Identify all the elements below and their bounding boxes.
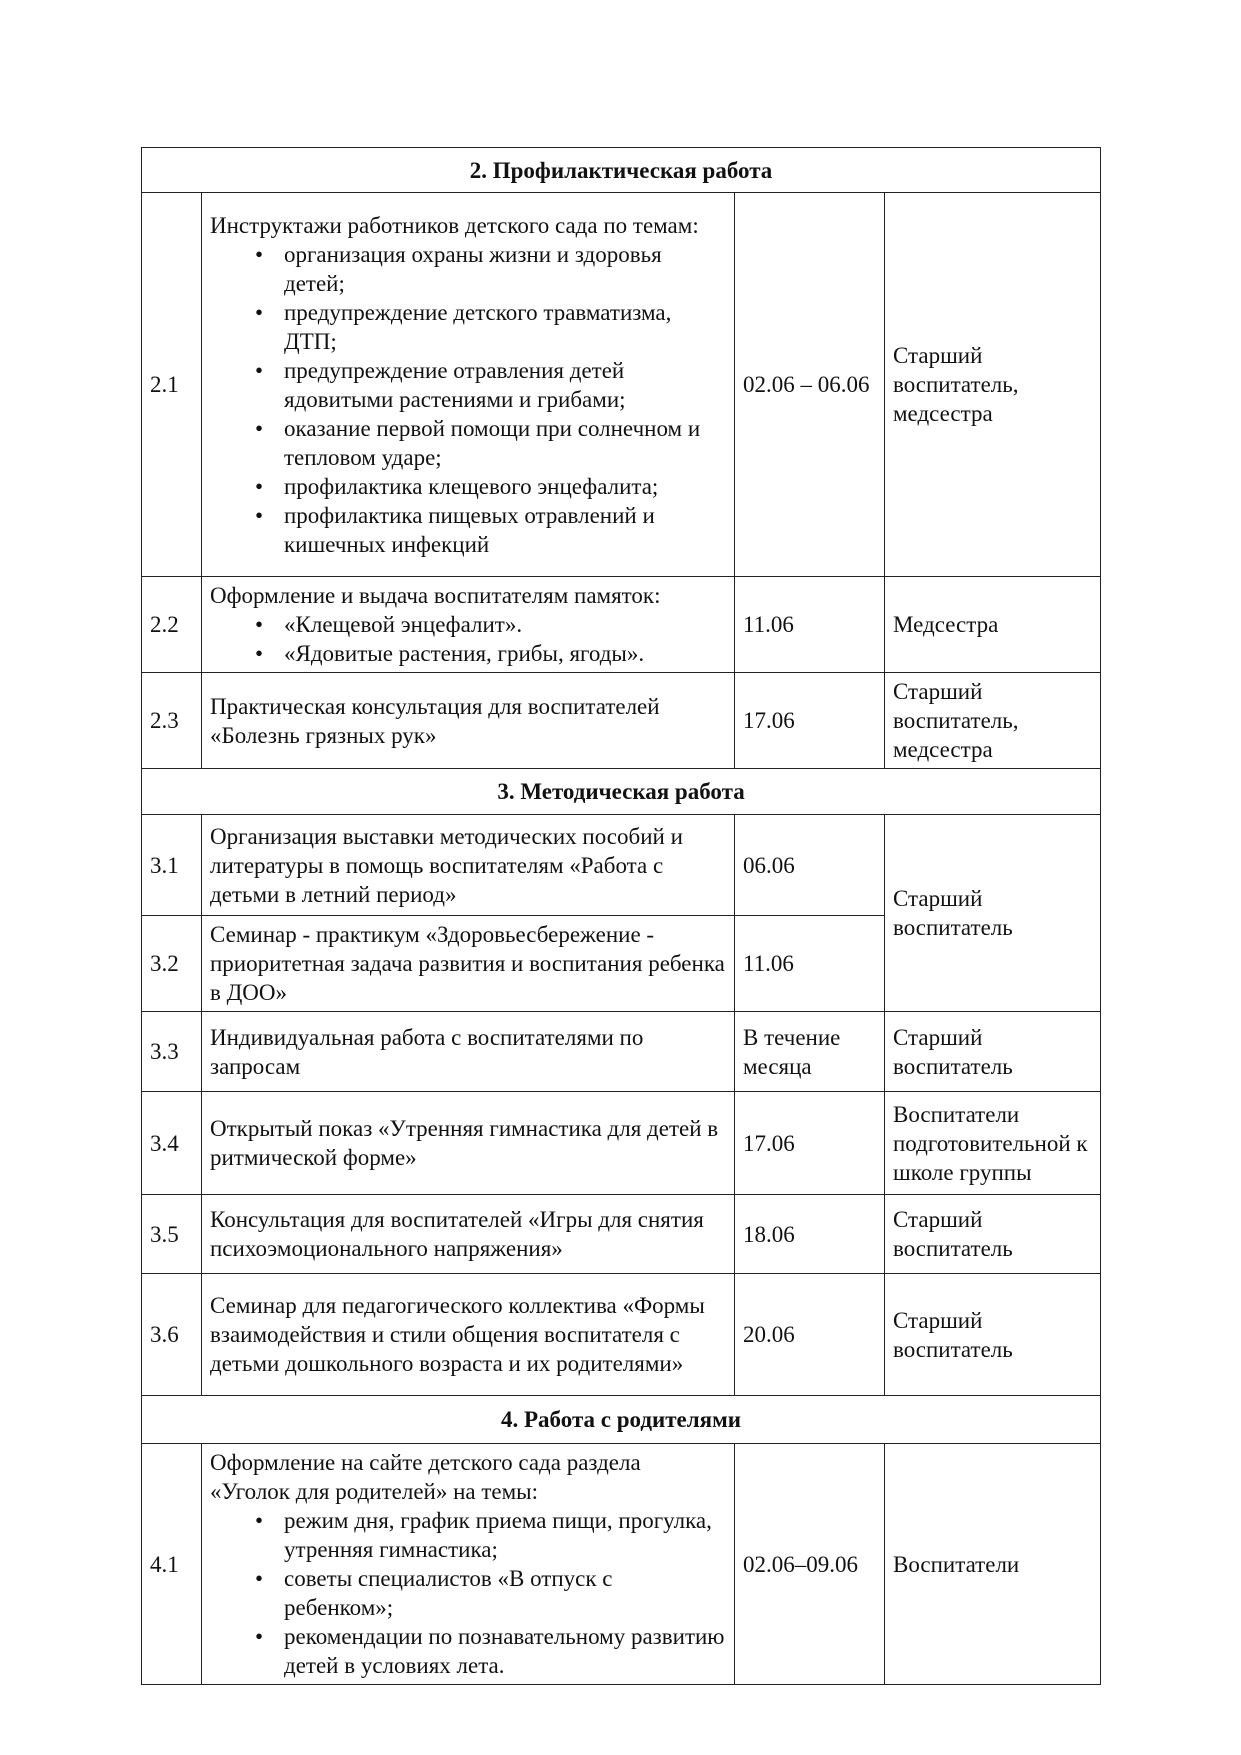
responsible-cell: Старший воспитатель [885,815,1101,1012]
list-item [251,472,726,501]
responsible-cell: Воспитатели подготовительной к школе группы [885,1092,1101,1195]
section-header-row [142,769,1101,815]
date-cell: 20.06 [735,1274,885,1396]
section-header-row [142,148,1101,193]
activity-intro: Оформление на сайте детского сада раздела «Уголок для родителей» на темы: [210,1450,641,1504]
list-item-text: оказание первой помощи при солнечном и тепловом ударе; [284,415,701,470]
date-cell: 02.06 – 06.06 [735,193,885,577]
bullet-list [210,610,726,668]
activity-cell: Открытый показ «Утренняя гимнастика для детей в ритмической форме» [202,1092,735,1195]
activity-cell: Семинар для педагогического коллектива «Формы взаимодействия и стили общения воспитателя с детьми дошкольного возраста и их родителями» [202,1274,735,1396]
list-item [251,240,726,298]
list-item-text: организация охраны жизни и здоровья детей; [284,241,662,296]
row-number: 3.5 [142,1195,202,1274]
list-item [251,501,726,559]
activity-cell: Практическая консультация для воспитателей «Болезнь грязных рук» [202,673,735,769]
responsible-cell: Старший воспитатель [885,1195,1101,1274]
row-number: 2.3 [142,673,202,769]
responsible-cell: Воспитатели [885,1444,1101,1685]
list-item-text: «Ядовитые растения, грибы, ягоды». [284,641,645,666]
table-row [142,673,1101,769]
list-item [251,1506,726,1564]
date-cell: 11.06 [735,916,885,1012]
bullet-icon: • [255,241,264,267]
table-row [142,815,1101,916]
list-item-text: рекомендации по познавательному развитию детей в условиях лета. [284,1624,725,1678]
bullet-icon: • [255,1566,264,1591]
section-title: 4. Работа с родителями [142,1396,1101,1444]
date-cell: 17.06 [735,673,885,769]
responsible-cell: Медсестра [885,577,1101,673]
table-row [142,1444,1101,1685]
date-cell: 18.06 [735,1195,885,1274]
table-row [142,1274,1101,1396]
list-item-text: профилактика пищевых отравлений и кишечных инфекций [284,502,655,557]
list-item [251,1622,726,1680]
row-number: 3.1 [142,815,202,916]
activity-cell [202,193,735,577]
list-item [251,414,726,472]
table-row [142,193,1101,577]
bullet-icon: • [255,641,264,666]
plan-table [141,147,1101,1685]
activity-cell [202,577,735,673]
list-item-text: предупреждение отравления детей ядовитыми растениями и грибами; [284,357,626,412]
activity-cell: Индивидуальная работа с воспитателями по запросам [202,1012,735,1092]
bullet-icon: • [255,1508,264,1533]
section-header-row [142,1396,1101,1444]
row-number: 4.1 [142,1444,202,1685]
bullet-icon: • [255,299,264,325]
responsible-cell: Старший воспитатель, медсестра [885,193,1101,577]
bullet-list [210,240,726,559]
date-cell: 02.06–09.06 [735,1444,885,1685]
list-item [251,610,726,639]
responsible-cell: Старший воспитатель [885,1274,1101,1396]
activity-intro: Инструктажи работников детского сада по темам: [210,212,699,238]
row-number: 3.6 [142,1274,202,1396]
bullet-icon: • [255,1624,264,1649]
table-row [142,1012,1101,1092]
list-item [251,1564,726,1622]
date-cell: 06.06 [735,815,885,916]
bullet-list [210,1506,726,1680]
bullet-icon: • [255,357,264,383]
activity-intro: Оформление и выдача воспитателям памяток: [210,583,661,608]
responsible-cell: Старший воспитатель, медсестра [885,673,1101,769]
list-item [251,356,726,414]
list-item-text: предупреждение детского травматизма, ДТП; [284,299,672,354]
responsible-cell: Старший воспитатель [885,1012,1101,1092]
table-row [142,1092,1101,1195]
date-cell: 17.06 [735,1092,885,1195]
table-row [142,577,1101,673]
bullet-icon: • [255,415,264,441]
date-cell: 11.06 [735,577,885,673]
activity-cell [202,1444,735,1685]
bullet-icon: • [255,612,264,637]
date-cell: В течение месяца [735,1012,885,1092]
section-title: 2. Профилактическая работа [142,148,1101,193]
bullet-icon: • [255,502,264,528]
list-item-text: «Клещевой энцефалит». [284,612,523,637]
row-number: 2.1 [142,193,202,577]
row-number: 3.2 [142,916,202,1012]
row-number: 2.2 [142,577,202,673]
list-item [251,298,726,356]
row-number: 3.3 [142,1012,202,1092]
list-item-text: профилактика клещевого энцефалита; [284,473,659,499]
list-item [251,639,726,668]
activity-cell: Организация выставки методических пособий и литературы в помощь воспитателям «Работа с детьми в летний период» [202,815,735,916]
section-title: 3. Методическая работа [142,769,1101,815]
list-item-text: советы специалистов «В отпуск с ребенком»; [284,1566,613,1620]
row-number: 3.4 [142,1092,202,1195]
activity-cell: Консультация для воспитателей «Игры для снятия психоэмоционального напряжения» [202,1195,735,1274]
bullet-icon: • [255,473,264,499]
list-item-text: режим дня, график приема пищи, прогулка, утренняя гимнастика; [284,1508,712,1562]
activity-cell: Семинар - практикум «Здоровьесбережение - приоритетная задача развития и воспитания ребенка в ДОО» [202,916,735,1012]
table-row [142,1195,1101,1274]
